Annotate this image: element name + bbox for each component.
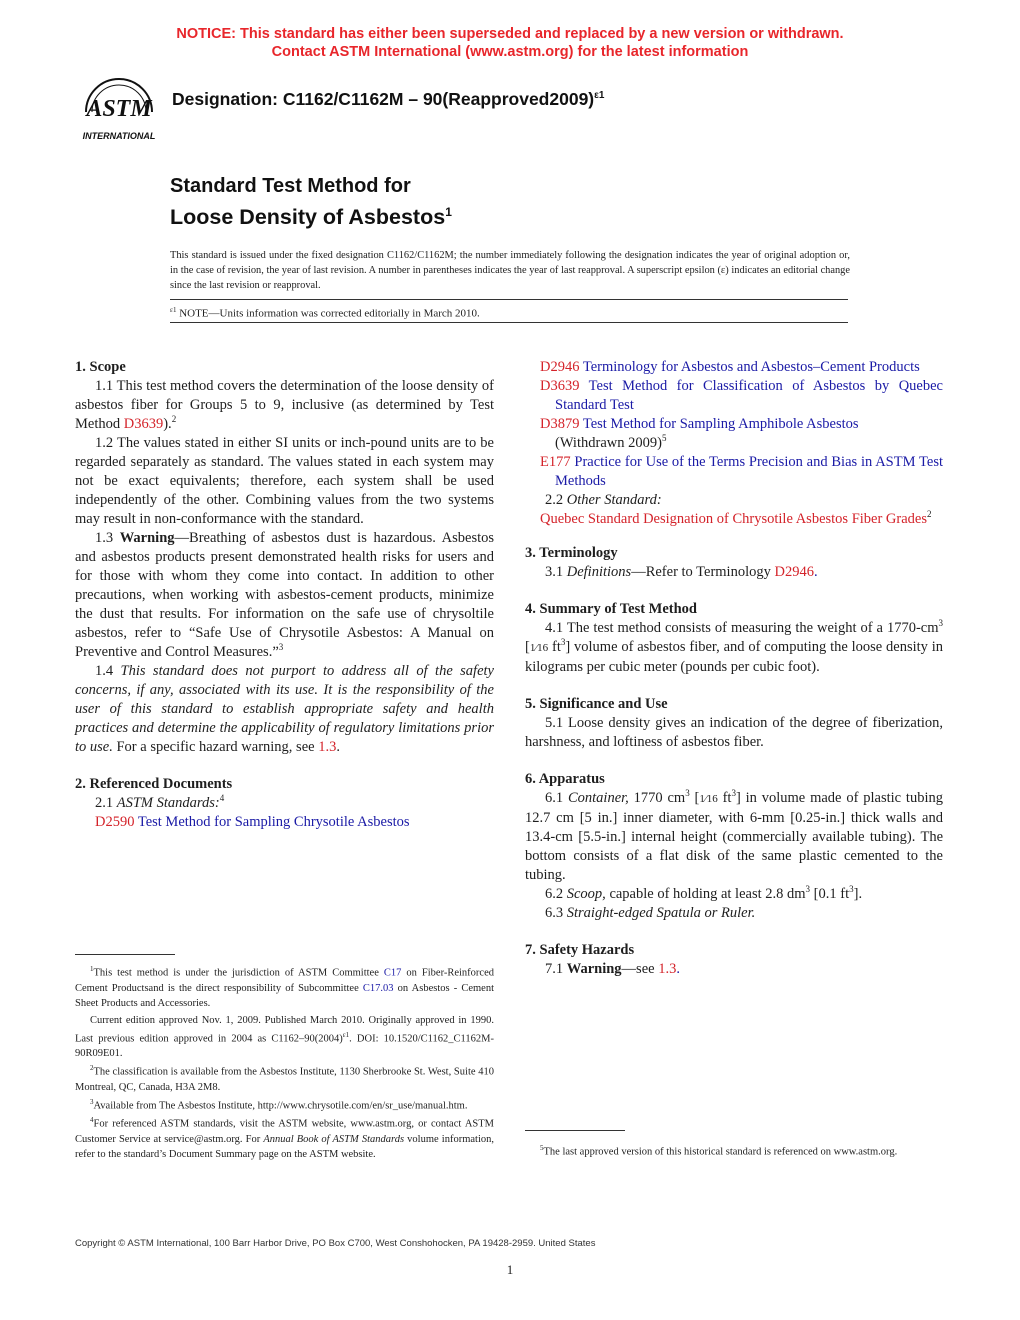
para-4-1-d: ] volume of asbestos fiber, and of computing the loose density in kilograms per cubic meter (pounds per cubic foot). <box>525 639 944 675</box>
section-3-heading: 3. Terminology <box>525 545 618 561</box>
section-1-heading: 1. Scope <box>75 359 126 375</box>
notice-line-2: Contact ASTM International (www.astm.org) for the latest information <box>271 44 749 60</box>
scoop-label: Scoop, <box>566 886 606 902</box>
ref-d2946[interactable] <box>525 358 943 377</box>
para-1-3-text: —Breathing of asbestos dust is hazardous. Asbestos and asbestos products present demonstrated health risks for users and for those with whom they come into contact. In addition to other precautions, when working with asbestos-cement products, minimize the dust that results. For information on the safe use of chrysoltile asbestos, refer to “Safe Use of Chrysotile Asbestos: A Manual on Preventive and Control Measures.” <box>75 530 495 660</box>
para-5-1: 5.1 Loose density gives an indication of the degree of fiberization, harshness, and loftiness of asbestos fiber. <box>525 715 943 750</box>
quebec-footnote-mark: 2 <box>927 509 932 519</box>
fraction-1-16: 1⁄16 <box>699 793 718 805</box>
fn1-mark: 1 <box>90 965 94 973</box>
link-1-3-b[interactable]: 1.3 <box>658 961 677 977</box>
editorial-note <box>170 299 848 323</box>
p41-sup: 3 <box>938 618 943 628</box>
footnotes-left <box>75 962 494 1162</box>
ref-d3879[interactable] <box>525 415 943 453</box>
para-3-1 <box>525 563 943 582</box>
quebec-standard[interactable]: Quebec Standard Designation of Chrysotile Asbestos Fiber Grades <box>540 511 927 527</box>
p61-sup2: 3 <box>731 788 736 798</box>
ref-title[interactable]: Test Method for Classification of Asbestos by Quebec Standard Test <box>555 378 943 413</box>
ref-code[interactable]: D3879 <box>540 416 580 432</box>
logo-subtitle: INTERNATIONAL <box>82 131 156 141</box>
definitions-label: Definitions <box>566 564 632 580</box>
fn1-text-c: on Asbestos - Cement Sheet Products and Accessories. <box>75 982 495 1009</box>
section-6-heading: 6. Apparatus <box>525 771 605 787</box>
ref-code[interactable]: D2590 <box>95 814 135 830</box>
editorial-note-text: NOTE—Units information was corrected editorially in March 2010. <box>176 307 480 320</box>
fn5-text: The last approved version of this historical standard is referenced on www.astm.org. <box>543 1146 898 1158</box>
footnotes-right <box>525 1141 943 1160</box>
para-6-3 <box>525 904 943 923</box>
ref-title[interactable]: Test Method for Sampling Chrysotile Asbestos <box>134 814 410 830</box>
para-1-3 <box>75 529 494 662</box>
ref-title[interactable]: Test Method for Sampling Amphibole Asbestos <box>579 416 859 432</box>
para-6-1-a: 1770 cm <box>628 790 686 806</box>
safety-caveat: This standard does not purport to address all of the safety concerns, if any, associated with its use. It is the responsibility of the user of this standard to establish appropriate safety and health practices and determine the applicability of regulatory limitations prior to use. <box>75 663 494 755</box>
p62-sup2: 3 <box>849 884 854 894</box>
link-d2946[interactable]: D2946 <box>774 564 814 580</box>
para-6-1 <box>525 789 943 885</box>
para-3-1-text: —Refer to Terminology <box>631 564 775 580</box>
fn2-text: The classification is available from the Asbestos Institute, 1130 Sherbrooke St. West, Suite 410 Montreal, QC, Canada, H3A 2M8. <box>75 1066 494 1093</box>
other-standard-label: Other Standard: <box>566 492 662 508</box>
footnote-4 <box>75 1113 494 1162</box>
footnote-mark-4: 4 <box>219 793 225 803</box>
fn1-text-a: This test method is under the jurisdiction of ASTM Committee <box>93 967 384 979</box>
para-6-2-c: ]. <box>853 886 863 902</box>
para-1-2: 1.2 The values stated in either SI units or inch-pound units are to be regarded separately as standard. The values stated in each system may not be exact equivalents; therefore, each system shall be used independently of the other. Combining values from the two systems may result in non-conformance with the standard. <box>75 435 494 527</box>
container-label: Container, <box>567 790 629 806</box>
para-4-1-b: [ <box>525 639 530 655</box>
para-2-2-num: 2.2 <box>545 492 567 508</box>
fn1-epsilon: ε1 <box>342 1030 350 1039</box>
spatula-label: Straight-edged Spatula or Ruler. <box>566 905 756 921</box>
para-6-2 <box>525 885 943 904</box>
editorial-note-epsilon: ε1 <box>170 306 177 314</box>
fn5-mark: 5 <box>540 1144 544 1152</box>
title-line-2-text: Loose Density of Asbestos <box>170 205 446 230</box>
ref-title[interactable]: Practice for Use of the Terms Precision and Bias in ASTM Test Methods <box>555 454 943 489</box>
para-6-2-b: [0.1 ft <box>810 886 850 902</box>
astm-standards-label: ASTM Standards: <box>116 795 220 811</box>
title-footnote-mark: 1 <box>445 205 452 219</box>
footnote-3 <box>75 1095 494 1114</box>
para-6-1-c: ft <box>717 790 732 806</box>
para-1-1 <box>75 377 494 434</box>
footnote-5 <box>525 1141 943 1160</box>
para-6-1-num: 6.1 <box>545 790 568 806</box>
warning-label-7: Warning <box>566 961 622 977</box>
p41-sup2: 3 <box>560 637 566 647</box>
title-line-2 <box>170 198 452 231</box>
footnote-rule-right <box>525 1130 625 1131</box>
para-6-1-b: [ <box>689 790 700 806</box>
para-1-4-end: . <box>336 739 340 755</box>
left-column <box>75 358 494 832</box>
designation <box>172 89 604 110</box>
para-1-1-text: 1.1 This test method covers the determination of the loose density of asbestos fiber for Groups 5 to 9, inclusive (as determined by Test Method <box>75 378 494 432</box>
para-6-2-a: capable of holding at least 2.8 dm <box>605 886 806 902</box>
footnote-2 <box>75 1061 494 1095</box>
fn4-text-a: For referenced ASTM standards, visit the ASTM website, www.astm.org, or contact ASTM Customer Service at service@astm.org. For <box>75 1118 494 1145</box>
fn4-text-b: volume information, refer to the standard’s Document Summary page on the ASTM website. <box>75 1133 494 1160</box>
link-1-3[interactable]: 1.3 <box>318 739 337 755</box>
para-6-2-num: 6.2 <box>545 886 567 902</box>
link-d3639[interactable]: D3639 <box>123 416 164 432</box>
para-7-1-num: 7.1 <box>545 961 567 977</box>
section-7-heading: 7. Safety Hazards <box>525 942 635 958</box>
fn1-text-d: Current edition approved Nov. 1, 2009. Published March 2010. Originally approved in 1990. Last previous edition approved in 2004 as C1162–90(2004) <box>75 1014 494 1044</box>
para-6-3-num: 6.3 <box>545 905 567 921</box>
fn2-mark: 2 <box>90 1064 94 1072</box>
para-2-1-num: 2.1 <box>95 795 117 811</box>
para-3-1-num: 3.1 <box>545 564 567 580</box>
link-c17[interactable]: C17 <box>383 967 402 979</box>
notice-line-1: NOTICE: This standard has either been superseded and replaced by a new version or withdrawn. <box>176 26 844 42</box>
fraction-1-16: 1⁄16 <box>529 642 549 654</box>
warning-label: Warning <box>119 530 175 546</box>
para-1-3-num: 1.3 <box>95 530 120 546</box>
astm-logo-icon <box>76 72 162 144</box>
section-5-heading: 5. Significance and Use <box>525 696 668 712</box>
ref-quebec[interactable] <box>525 510 943 529</box>
link-c17-03[interactable]: C17.03 <box>362 982 394 994</box>
ref-d3639[interactable] <box>525 377 943 415</box>
para-2-1 <box>75 794 494 813</box>
para-4-1-a: 4.1 The test method consists of measuring the weight of a 1770-cm <box>545 620 939 636</box>
page-number: 1 <box>506 1262 514 1277</box>
title-line-1: Standard Test Method for <box>170 175 411 197</box>
withdrawn-note: (Withdrawn 2009) <box>555 435 662 451</box>
p61-sup: 3 <box>685 788 690 798</box>
section-2-heading: 2. Referenced Documents <box>75 776 233 792</box>
para-7-1-text: —see <box>621 961 659 977</box>
para-6-1-d: ] in volume made of plastic tubing 12.7 cm [5 in.] inner diameter, with 6-mm [0.25-in.] thick walls and 13.4-cm [5.5-in.] internal height (commercially available tubing). The bottom consists of a flat disk of the same plastic cemented to the tubing. <box>525 790 943 883</box>
issuance-statement: This standard is issued under the fixed designation C1162/C1162M; the number immediately following the designation indicates the year of original adoption or, in the case of revision, the year of last revision. A number in parentheses indicates the year of last reapproval. A superscript epsilon (ε) indicates an editorial change since the last revision or reapproval. <box>170 250 850 291</box>
fn3-text: Available from The Asbestos Institute, http://www.chrysotile.com/en/sr_use/manual.htm. <box>93 1100 468 1111</box>
fn1-text-b: on Fiber-Reinforced Cement Productsand is the direct responsibility of Subcommittee <box>75 967 494 994</box>
para-1-1-end: ). <box>163 416 172 432</box>
para-7-1 <box>525 960 943 979</box>
copyright-line: Copyright © ASTM International, 100 Barr Harbor Drive, PO Box C700, West Conshohocken, PA 19428-2959. United States <box>75 1238 596 1249</box>
p62-sup: 3 <box>805 884 811 894</box>
ref-title[interactable]: Terminology for Asbestos and Asbestos–Cement Products <box>579 359 920 375</box>
document-title <box>170 174 452 231</box>
fn4-book-title: Annual Book of ASTM Standards <box>263 1133 405 1145</box>
ref-e177[interactable] <box>525 453 943 491</box>
para-1-4-num: 1.4 <box>95 663 121 679</box>
logo-wordmark: ASTM <box>86 96 152 122</box>
designation-text: Designation: C1162/C1162M – 90(Reapproved2009) <box>172 89 595 109</box>
para-2-2 <box>525 491 943 510</box>
astm-logo <box>76 72 162 144</box>
footnote-1-edition <box>75 1013 494 1062</box>
fn3-mark: 3 <box>90 1097 94 1106</box>
footnote-mark-3: 3 <box>278 642 284 652</box>
para-1-4-text: For a specific hazard warning, see <box>112 739 319 755</box>
ref-code[interactable]: D3639 <box>540 378 580 394</box>
para-7-1-end: . <box>676 961 680 977</box>
supersede-notice <box>0 25 1020 61</box>
fn1-text-e: . DOI: 10.1520/C1162_C1162M-90R09E01. <box>75 1033 494 1059</box>
para-1-4 <box>75 662 494 757</box>
para-4-1 <box>525 619 943 677</box>
ref-code[interactable]: D2946 <box>540 359 580 375</box>
footnote-mark-2: 2 <box>171 414 177 424</box>
ref-code[interactable]: E177 <box>540 454 571 470</box>
designation-epsilon: ε1 <box>594 90 605 102</box>
footnote-rule-left <box>75 954 175 955</box>
footnote-1 <box>75 962 494 1011</box>
para-4-1-c: ft <box>548 639 561 655</box>
section-4-heading: 4. Summary of Test Method <box>525 601 697 617</box>
fn4-mark: 4 <box>90 1116 94 1124</box>
ref-d2590[interactable] <box>75 813 494 832</box>
right-column <box>525 358 943 979</box>
footnote-mark-5: 5 <box>661 433 667 443</box>
para-3-1-end: . <box>813 564 818 580</box>
